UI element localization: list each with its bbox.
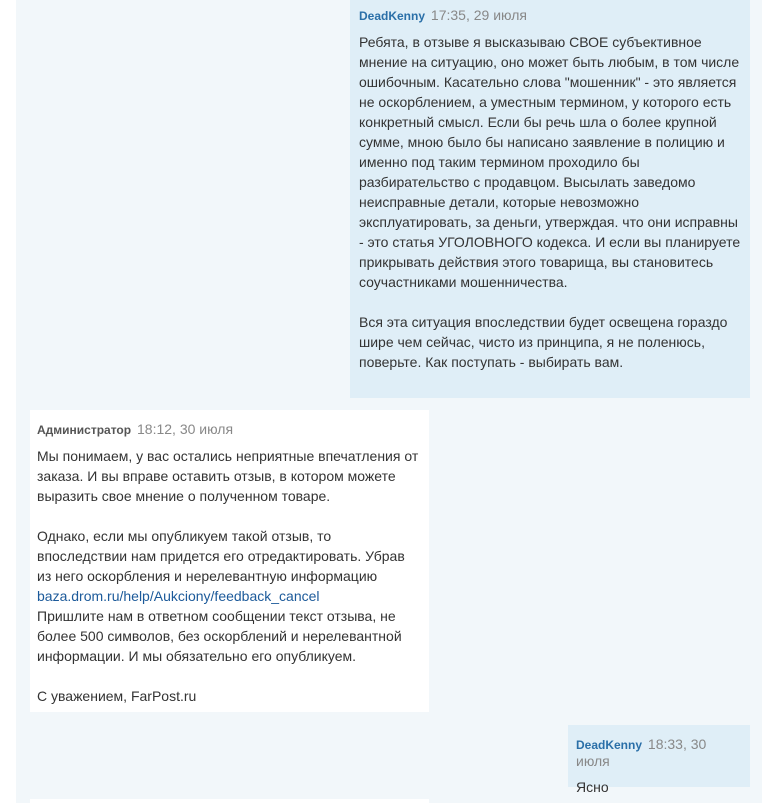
author-link[interactable]: DeadKenny xyxy=(359,9,426,23)
message-meta xyxy=(37,421,421,438)
message-body xyxy=(576,777,742,797)
message-time: 17:35, 29 июля xyxy=(430,7,527,23)
message-signature: С уважением, FarPost.ru xyxy=(37,688,197,704)
message-paragraph: Вся эта ситуация впоследствии будет освещена гораздо шире чем сейчас, чисто из принципа, я не поленюсь, поверьте. Как поступать - выбирать вам. xyxy=(359,314,728,370)
message-text: Пришлите нам в ответном сообщении текст отзыва, не более 500 символов, без оскорблений и нерелевантной информации. И мы обязательно его опубликуем. xyxy=(37,608,402,664)
message-time: 18:12, 30 июля xyxy=(137,421,234,437)
feedback-cancel-link[interactable]: baza.drom.ru/help/Aukciony/feedback_cancel xyxy=(37,588,320,604)
message-incoming xyxy=(30,410,429,712)
message-paragraph-with-link xyxy=(37,526,421,666)
message-body xyxy=(359,32,741,372)
message-incoming-partial xyxy=(30,799,429,803)
message-time: 18:33, 30 июля xyxy=(576,736,707,769)
message-paragraph: Ребята, в отзыве я высказываю СВОЕ субъективное мнение на ситуацию, оно может быть любым, в том числе ошибочным. Касательно слова "мошенник" - это является не оскорблением, а уместным термином, у которого есть конкретный смысл. Если бы речь шла о более крупной сумме, мною было бы написано заявление в полицию и именно под таким термином проходило бы разбирательство с продавцом. Высылать заведомо неисправные детали, которые невозможно эксплуатировать, за деньги, утверждая. что они исправны - это статья УГОЛОВНОГО кодекса. И если вы планируете прикрывать действия этого товарища, вы становитесь соучастниками мошенничества. xyxy=(359,34,741,290)
author-link[interactable]: DeadKenny xyxy=(576,738,643,752)
message-paragraph: Мы понимаем, у вас остались неприятные впечатления от заказа. И вы вправе оставить отзыв, в котором можете выразить свое мнение о полученном товаре. xyxy=(37,448,419,504)
message-outgoing xyxy=(568,725,750,795)
message-meta xyxy=(576,736,742,769)
message-outgoing xyxy=(350,0,750,398)
message-body xyxy=(37,446,421,706)
message-meta xyxy=(359,7,741,24)
author-name: Администратор xyxy=(37,423,132,437)
message-thread xyxy=(16,0,762,803)
message-paragraph: Ясно xyxy=(576,779,609,795)
message-text: Однако, если мы опубликуем такой отзыв, то впоследствии нам придется его отредактировать. Убрав из него оскорбления и нерелевантную информацию xyxy=(37,528,405,584)
